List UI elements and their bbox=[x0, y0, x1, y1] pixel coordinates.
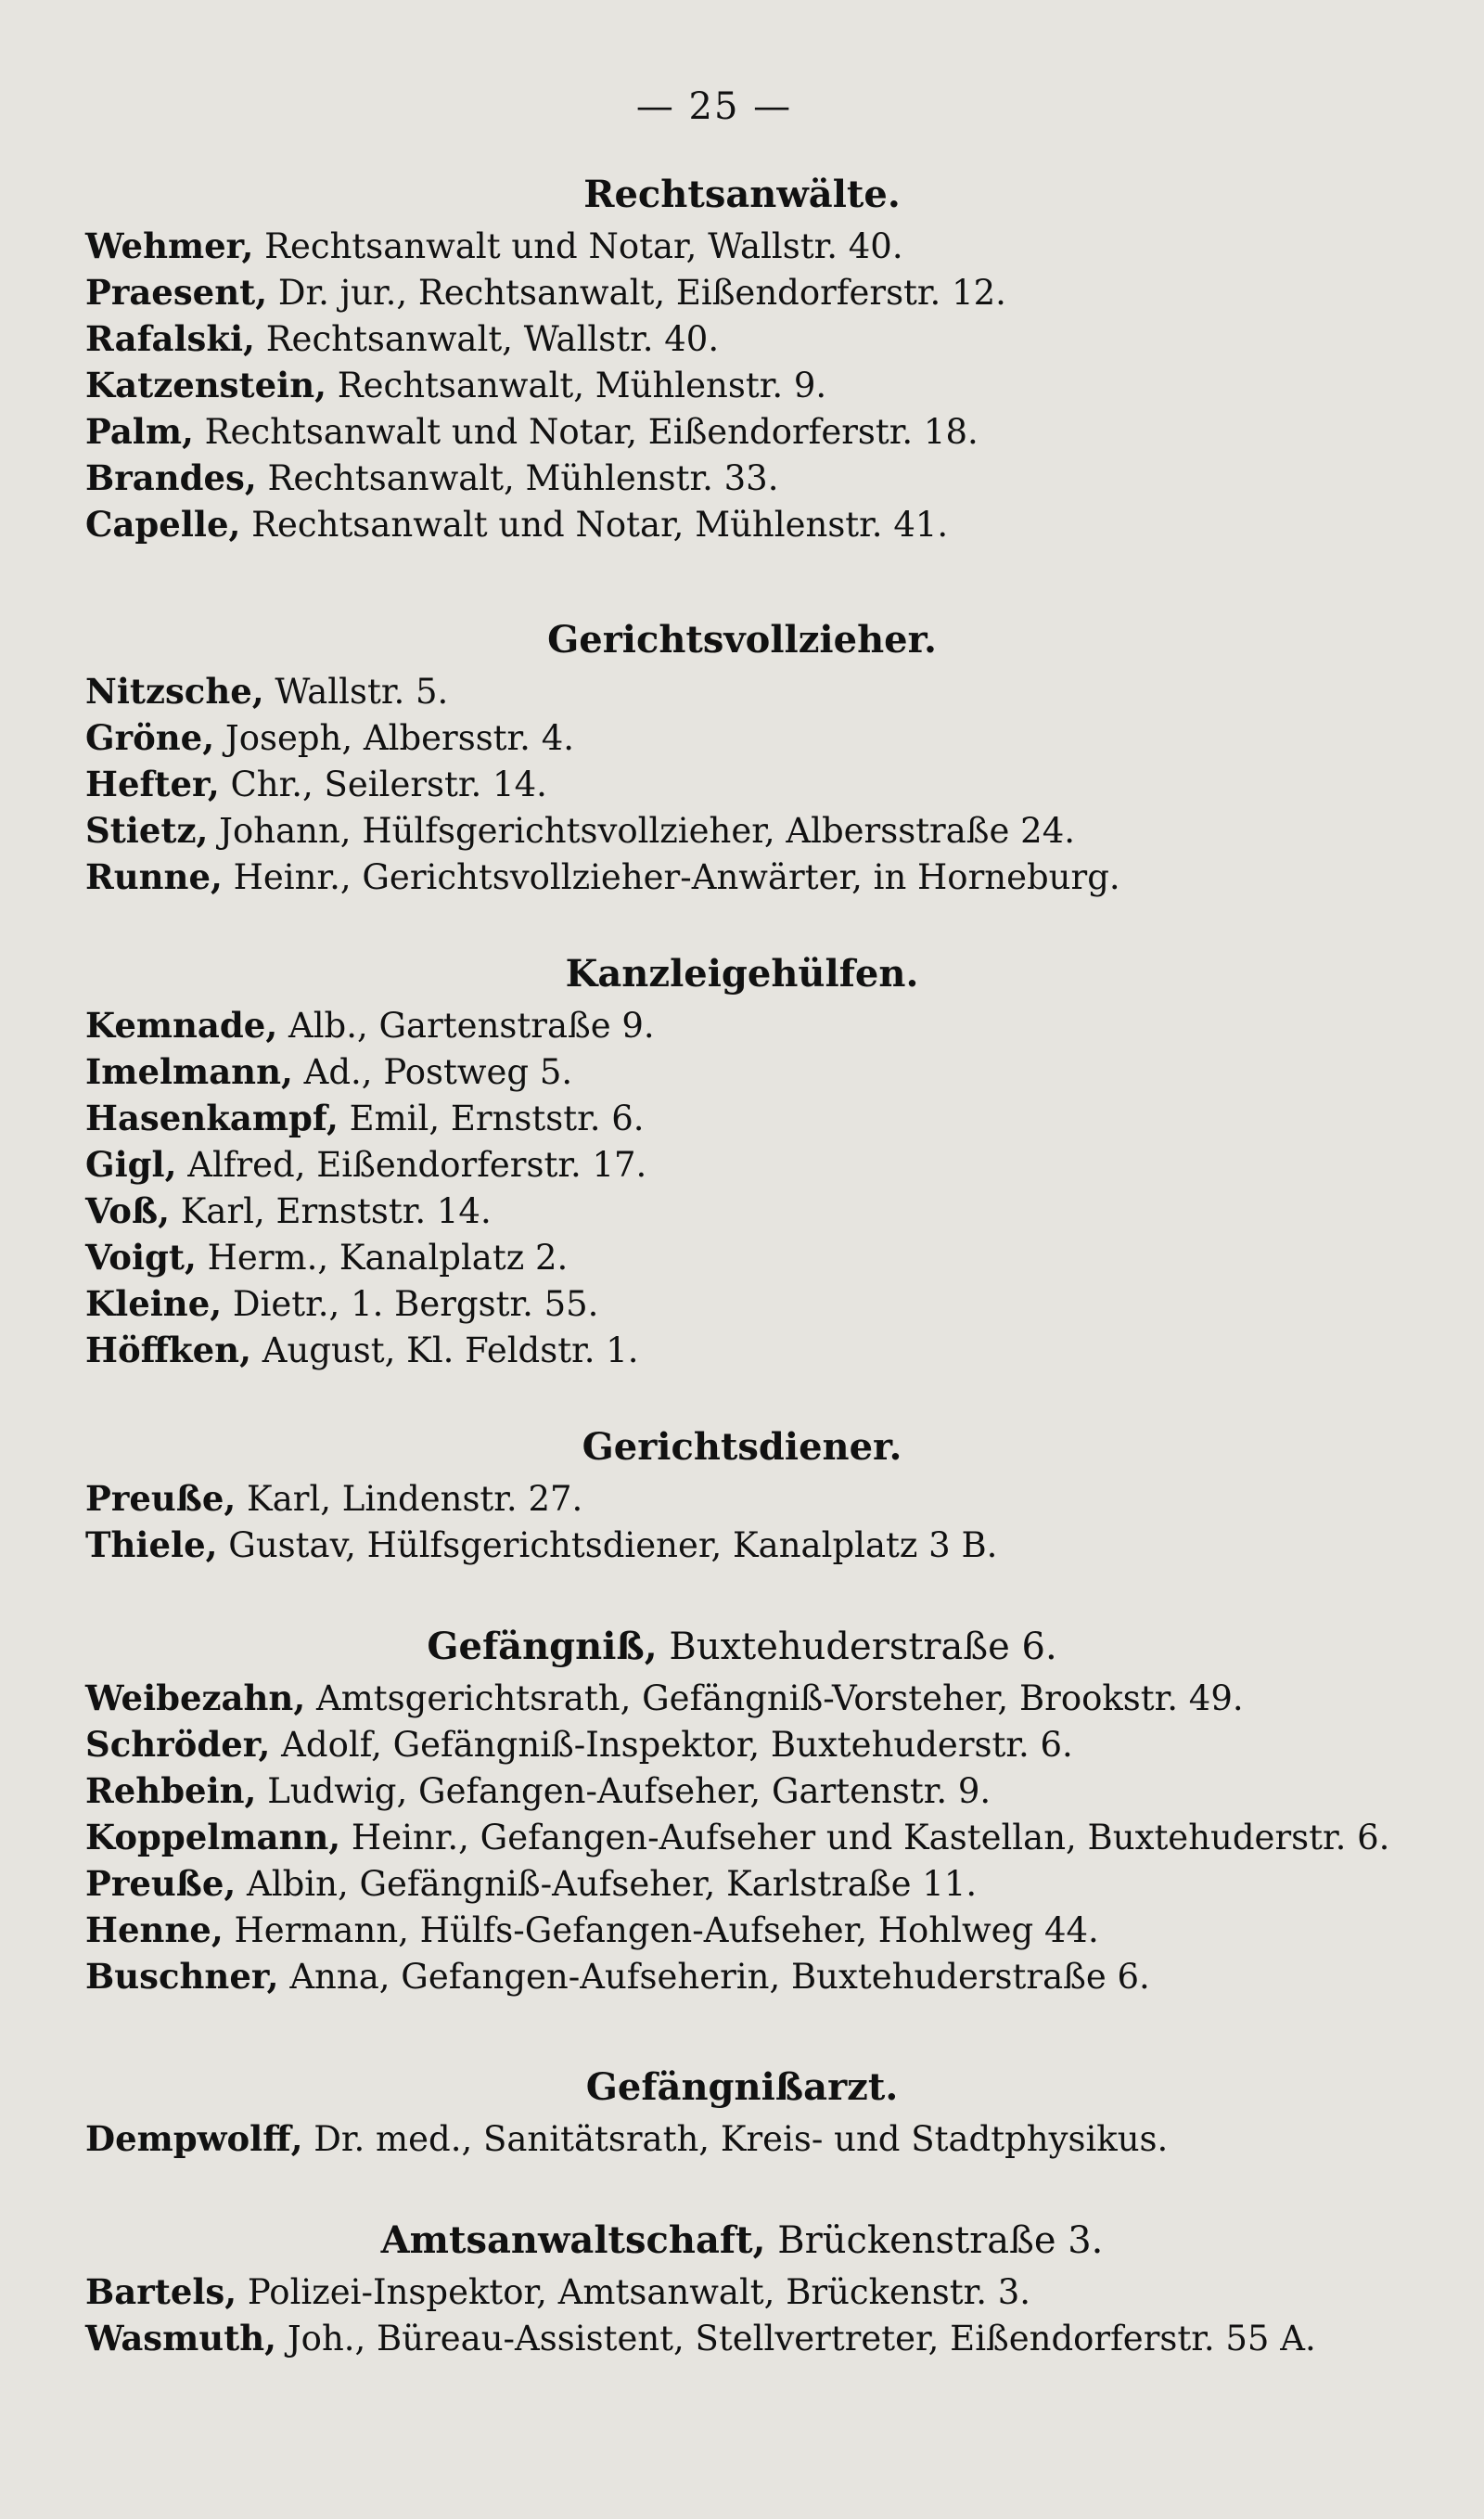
entry-name: Rehbein, bbox=[85, 1770, 257, 1811]
entry-detail: Rechtsanwalt, Wallstr. 40. bbox=[254, 319, 720, 359]
entry-detail: Herm., Kanalplatz 2. bbox=[196, 1238, 569, 1278]
list-item bbox=[0, 1907, 1484, 1953]
entry-detail: Dietr., 1. Bergstr. 55. bbox=[222, 1284, 599, 1324]
entry-detail: Rechtsanwalt und Notar, Wallstr. 40. bbox=[253, 226, 903, 266]
entry-name: Koppelmann, bbox=[85, 1817, 341, 1857]
list-item bbox=[0, 807, 1484, 854]
list-item bbox=[0, 668, 1484, 714]
entry-name: Dempwolff, bbox=[85, 2118, 303, 2159]
entry-name: Rafalski, bbox=[85, 318, 255, 359]
entry-name: Nitzsche, bbox=[85, 671, 264, 712]
section-heading-address: Brückenstraße 3. bbox=[765, 2219, 1104, 2262]
section-heading bbox=[0, 2213, 1484, 2268]
entry-name: Kemnade, bbox=[85, 1005, 278, 1046]
list-item bbox=[0, 1188, 1484, 1234]
entry-name: Höffken, bbox=[85, 1330, 251, 1370]
entry-detail: Johann, Hülfsgerichtsvollzieher, Albersstraße 24. bbox=[208, 811, 1076, 851]
list-item bbox=[0, 1280, 1484, 1327]
section-rechtsanwaelte bbox=[0, 167, 1484, 547]
entry-detail: Albin, Gefängniß-Aufseher, Karlstraße 11. bbox=[236, 1864, 978, 1904]
entry-name: Preuße, bbox=[85, 1478, 237, 1519]
entry-detail: Amtsgerichtsrath, Gefängniß-Vorsteher, Brookstr. 49. bbox=[305, 1678, 1244, 1718]
list-item bbox=[0, 1141, 1484, 1188]
list-item bbox=[0, 315, 1484, 362]
section-heading-title: Gefängniß, bbox=[427, 1625, 658, 1668]
list-item bbox=[0, 1002, 1484, 1048]
section-amtsanwaltschaft bbox=[0, 2213, 1484, 2361]
section-heading: Rechtsanwälte. bbox=[583, 173, 901, 216]
list-item bbox=[0, 1522, 1484, 1568]
entry-detail: Rechtsanwalt und Notar, Mühlenstr. 41. bbox=[240, 505, 949, 545]
list-item bbox=[0, 1675, 1484, 1721]
page-number: — 25 — bbox=[635, 85, 793, 128]
entry-name: Hefter, bbox=[85, 764, 220, 804]
entry-name: Kleine, bbox=[85, 1283, 223, 1324]
section-heading: Gerichtsvollzieher. bbox=[547, 618, 937, 662]
section-kanzleigehuelfen bbox=[0, 946, 1484, 1373]
entry-name: Praesent, bbox=[85, 272, 268, 313]
entry-detail: Heinr., Gerichtsvollzieher-Anwärter, in Horneburg. bbox=[222, 857, 1120, 897]
entry-detail: August, Kl. Feldstr. 1. bbox=[250, 1330, 639, 1370]
entry-detail: Chr., Seilerstr. 14. bbox=[219, 765, 547, 804]
entry-name: Voigt, bbox=[85, 1237, 197, 1278]
entry-detail: Wallstr. 5. bbox=[263, 672, 449, 712]
entry-name: Henne, bbox=[85, 1909, 224, 1950]
entry-name: Bartels, bbox=[85, 2271, 237, 2312]
section-gefaengnissarzt bbox=[0, 2060, 1484, 2162]
entry-name: Hasenkampf, bbox=[85, 1098, 339, 1138]
entry-name: Weibezahn, bbox=[85, 1677, 306, 1718]
list-item bbox=[0, 408, 1484, 455]
entry-detail: Joseph, Albersstr. 4. bbox=[214, 718, 574, 758]
list-item bbox=[0, 269, 1484, 315]
list-item bbox=[0, 1475, 1484, 1522]
list-item bbox=[0, 2115, 1484, 2162]
list-item bbox=[0, 1814, 1484, 1860]
entry-name: Gigl, bbox=[85, 1144, 177, 1185]
list-item bbox=[0, 1953, 1484, 1999]
entry-name: Gröne, bbox=[85, 717, 215, 758]
section-heading: Gefängnißarzt. bbox=[585, 2065, 899, 2109]
entry-detail: Rechtsanwalt, Mühlenstr. 33. bbox=[256, 458, 779, 498]
section-heading: Gerichtsdiener. bbox=[582, 1425, 902, 1469]
list-item bbox=[0, 714, 1484, 761]
section-heading-title: Amtsanwaltschaft, bbox=[380, 2218, 766, 2262]
list-item bbox=[0, 854, 1484, 900]
entry-name: Buschner, bbox=[85, 1956, 279, 1997]
entry-detail: Polizei-Inspektor, Amtsanwalt, Brückenstr. 3. bbox=[237, 2272, 1031, 2312]
entry-name: Palm, bbox=[85, 411, 194, 452]
list-item bbox=[0, 1327, 1484, 1373]
list-item bbox=[0, 1860, 1484, 1907]
entry-detail: Alb., Gartenstraße 9. bbox=[277, 1006, 655, 1046]
entry-name: Voß, bbox=[85, 1190, 170, 1231]
section-gefaengniss bbox=[0, 1619, 1484, 1999]
entry-name: Brandes, bbox=[85, 457, 257, 498]
entry-name: Wehmer, bbox=[85, 225, 254, 266]
entry-name: Schröder, bbox=[85, 1724, 271, 1765]
section-heading-address: Buxtehuderstraße 6. bbox=[657, 1626, 1057, 1668]
list-item bbox=[0, 362, 1484, 408]
entry-name: Capelle, bbox=[85, 504, 241, 545]
entry-name: Preuße, bbox=[85, 1863, 237, 1904]
entry-detail: Joh., Büreau-Assistent, Stellvertreter, Eißendorferstr. 55 A. bbox=[276, 2319, 1316, 2358]
entry-detail: Heinr., Gefangen-Aufseher und Kastellan, Buxtehuderstr. 6. bbox=[340, 1818, 1390, 1857]
section-gerichtsvollzieher bbox=[0, 612, 1484, 900]
list-item bbox=[0, 1721, 1484, 1767]
entry-detail: Rechtsanwalt und Notar, Eißendorferstr. 18. bbox=[193, 412, 979, 452]
entry-detail: Hermann, Hülfs-Gefangen-Aufseher, Hohlweg 44. bbox=[223, 1910, 1099, 1950]
entry-detail: Karl, Ernststr. 14. bbox=[169, 1191, 492, 1231]
section-heading bbox=[0, 1619, 1484, 1675]
entry-detail: Dr. med., Sanitätsrath, Kreis- und Stadtphysikus. bbox=[302, 2119, 1169, 2159]
list-item bbox=[0, 1048, 1484, 1095]
entry-name: Wasmuth, bbox=[85, 2318, 277, 2358]
list-item bbox=[0, 1767, 1484, 1814]
entry-detail: Alfred, Eißendorferstr. 17. bbox=[176, 1145, 647, 1185]
list-item bbox=[0, 455, 1484, 501]
entry-detail: Ludwig, Gefangen-Aufseher, Gartenstr. 9. bbox=[256, 1771, 991, 1811]
list-item bbox=[0, 2268, 1484, 2315]
entry-name: Runne, bbox=[85, 856, 223, 897]
entry-detail: Ad., Postweg 5. bbox=[292, 1052, 573, 1092]
entry-detail: Gustav, Hülfsgerichtsdiener, Kanalplatz 3 B. bbox=[217, 1525, 998, 1565]
entry-detail: Karl, Lindenstr. 27. bbox=[236, 1479, 583, 1519]
entry-detail: Adolf, Gefängniß-Inspektor, Buxtehuderstr. 6. bbox=[270, 1725, 1073, 1765]
section-gerichtsdiener bbox=[0, 1420, 1484, 1568]
section-heading: Kanzleigehülfen. bbox=[565, 952, 919, 996]
list-item bbox=[0, 501, 1484, 547]
entry-detail: Emil, Ernststr. 6. bbox=[338, 1099, 645, 1138]
entry-detail: Dr. jur., Rechtsanwalt, Eißendorferstr. 12. bbox=[267, 273, 1006, 313]
entry-name: Stietz, bbox=[85, 810, 209, 851]
entry-detail: Rechtsanwalt, Mühlenstr. 9. bbox=[326, 366, 827, 405]
list-item bbox=[0, 2315, 1484, 2361]
entry-name: Thiele, bbox=[85, 1524, 218, 1565]
entry-detail: Anna, Gefangen-Aufseherin, Buxtehuderstraße 6. bbox=[278, 1957, 1150, 1997]
list-item bbox=[0, 761, 1484, 807]
list-item bbox=[0, 223, 1484, 269]
entry-name: Imelmann, bbox=[85, 1051, 293, 1092]
list-item bbox=[0, 1234, 1484, 1280]
entry-name: Katzenstein, bbox=[85, 365, 326, 405]
list-item bbox=[0, 1095, 1484, 1141]
